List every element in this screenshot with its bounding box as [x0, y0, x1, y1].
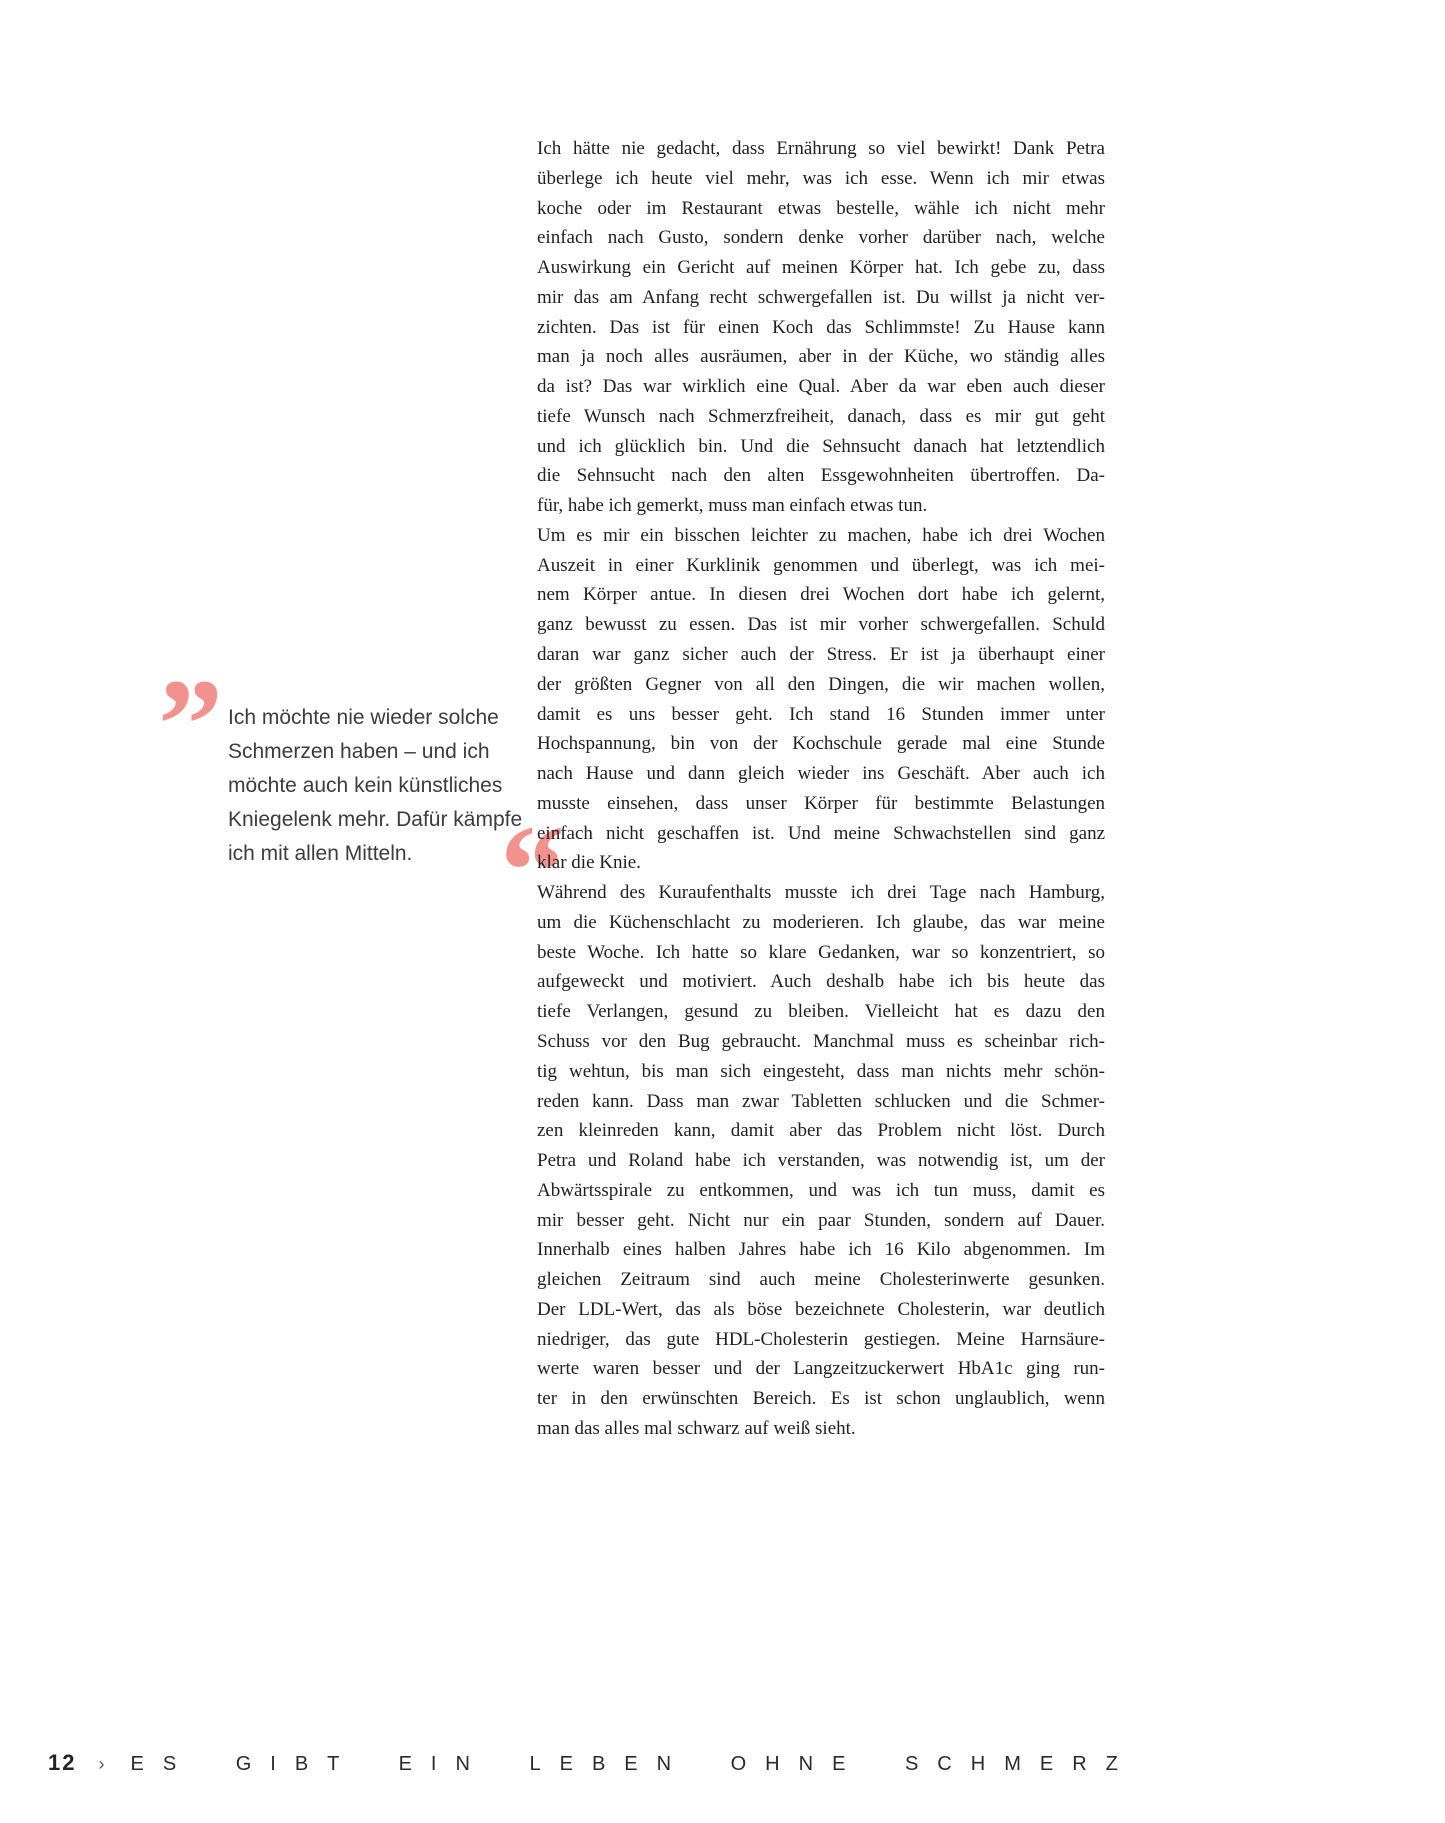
pull-quote-line: ich mit allen Mitteln.	[228, 842, 413, 865]
main-text-line: Während des Kuraufenthalts musste ich drei Tage nach Hamburg,	[537, 882, 1105, 904]
main-text-line: einfach nicht geschaffen ist. Und meine Schwachstellen sind ganz	[537, 822, 1105, 844]
main-text-line: daran war ganz sicher auch der Stress. Er ist ja überhaupt einer	[537, 644, 1105, 666]
main-text-line: damit es uns besser geht. Ich stand 16 Stunden immer unter	[537, 703, 1105, 725]
main-text-line: niedriger, das gute HDL-Cholesterin gestiegen. Meine Harnsäure-	[537, 1328, 1105, 1350]
main-text-line: und ich glücklich bin. Und die Sehnsucht danach hat letztendlich	[537, 435, 1105, 457]
main-text-line: klar die Knie.	[537, 852, 641, 874]
main-text-line: ter in den erwünschten Bereich. Es ist schon unglaublich, wenn	[537, 1388, 1105, 1410]
main-text-line: nem Körper antue. In diesen drei Wochen dort habe ich gelernt,	[537, 584, 1105, 606]
main-text-line: zen kleinreden kann, damit aber das Problem nicht löst. Durch	[537, 1120, 1105, 1142]
main-text-line: Um es mir ein bisschen leichter zu machen, habe ich drei Wochen	[537, 524, 1105, 546]
footer-chevron-icon: ›	[98, 1754, 105, 1774]
main-text-line: Ich hätte nie gedacht, dass Ernährung so viel bewirkt! Dank Petra	[537, 138, 1105, 159]
main-text-line: ganz bewusst zu essen. Das ist mir vorher schwergefallen. Schuld	[537, 614, 1105, 636]
close-quote-icon: “	[500, 799, 561, 943]
main-text-line: Der LDL-Wert, das als böse bezeichnete Cholesterin, war deutlich	[537, 1298, 1105, 1320]
main-text-line: mir besser geht. Nicht nur ein paar Stunden, sondern auf Dauer.	[537, 1209, 1105, 1231]
main-text-line: beste Woche. Ich hatte so klare Gedanken, war so konzentriert, so	[537, 941, 1105, 963]
open-quote-icon: ”	[158, 653, 219, 797]
main-text-line: reden kann. Dass man zwar Tabletten schlucken und die Schmer-	[537, 1090, 1105, 1112]
main-text-line: nach Hause und dann gleich wieder ins Geschäft. Aber auch ich	[537, 763, 1105, 785]
main-text-line: Hochspannung, bin von der Kochschule gerade mal eine Stunde	[537, 733, 1105, 755]
main-text-line: werte waren besser und der Langzeitzuckerwert HbA1c ging run-	[537, 1358, 1105, 1380]
pull-quote-line: Ich möchte nie wieder solche	[228, 706, 499, 729]
main-text-line: für, habe ich gemerkt, muss man einfach etwas tun.	[537, 495, 928, 517]
main-text-line: um die Küchenschlacht zu moderieren. Ich glaube, das war meine	[537, 911, 1105, 933]
main-text-line: da ist? Das war wirklich eine Qual. Aber da war eben auch dieser	[537, 376, 1105, 398]
main-text-line: die Sehnsucht nach den alten Essgewohnheiten übertroffen. Da-	[537, 465, 1105, 487]
main-text-line: Auszeit in einer Kurklinik genommen und überlegt, was ich mei-	[537, 554, 1105, 576]
main-text-line: zichten. Das ist für einen Koch das Schlimmste! Zu Hause kann	[537, 316, 1105, 338]
main-text-line: Petra und Roland habe ich verstanden, was notwendig ist, um der	[537, 1150, 1105, 1172]
pull-quote-line: möchte auch kein künstliches	[228, 774, 503, 797]
main-text-line: tiefe Verlangen, gesund zu bleiben. Vielleicht hat es dazu den	[537, 1001, 1105, 1023]
main-text-line: tiefe Wunsch nach Schmerzfreiheit, danach, dass es mir gut geht	[537, 405, 1105, 427]
page-footer	[48, 1750, 1137, 1776]
pull-quote-text	[228, 701, 528, 871]
main-text-line: Innerhalb eines halben Jahres habe ich 16 Kilo abgenommen. Im	[537, 1239, 1105, 1261]
main-text-line: tig wehtun, bis man sich eingesteht, dass man nichts mehr schön-	[537, 1060, 1105, 1082]
main-text-line: einfach nach Gusto, sondern denke vorher darüber nach, welche	[537, 227, 1105, 249]
chapter-title: ES GIBT EIN LEBEN OHNE SCHMERZ	[130, 1753, 1137, 1775]
main-text-line: man das alles mal schwarz auf weiß sieht.	[537, 1417, 856, 1439]
main-text-line: der größten Gegner von all den Dingen, die wir machen wollen,	[537, 673, 1105, 695]
main-text-line: Schuss vor den Bug gebraucht. Manchmal muss es scheinbar rich-	[537, 1030, 1105, 1052]
page-number: 12	[48, 1750, 77, 1775]
main-text-line: mir das am Anfang recht schwergefallen ist. Du willst ja nicht ver-	[537, 286, 1105, 308]
main-text-line: musste einsehen, dass unser Körper für bestimmte Belastungen	[537, 792, 1105, 814]
main-text-line: Auswirkung ein Gericht auf meinen Körper hat. Ich gebe zu, dass	[537, 257, 1105, 279]
pull-quote-line: Kniegelenk mehr. Dafür kämpfe	[228, 808, 523, 831]
main-text-line: Abwärtsspirale zu entkommen, und was ich tun muss, damit es	[537, 1179, 1105, 1201]
main-text-line: aufgeweckt und motiviert. Auch deshalb habe ich bis heute das	[537, 971, 1105, 993]
main-text-line: koche oder im Restaurant etwas bestelle, wähle ich nicht mehr	[537, 197, 1105, 219]
pull-quote-line: Schmerzen haben – und ich	[228, 740, 490, 763]
main-text-line: man ja noch alles ausräumen, aber in der Küche, wo ständig alles	[537, 346, 1105, 368]
main-text-line: überlege ich heute viel mehr, was ich esse. Wenn ich mir etwas	[537, 167, 1105, 189]
main-text-line: gleichen Zeitraum sind auch meine Cholesterinwerte gesunken.	[537, 1269, 1105, 1291]
main-text	[537, 134, 1105, 1444]
